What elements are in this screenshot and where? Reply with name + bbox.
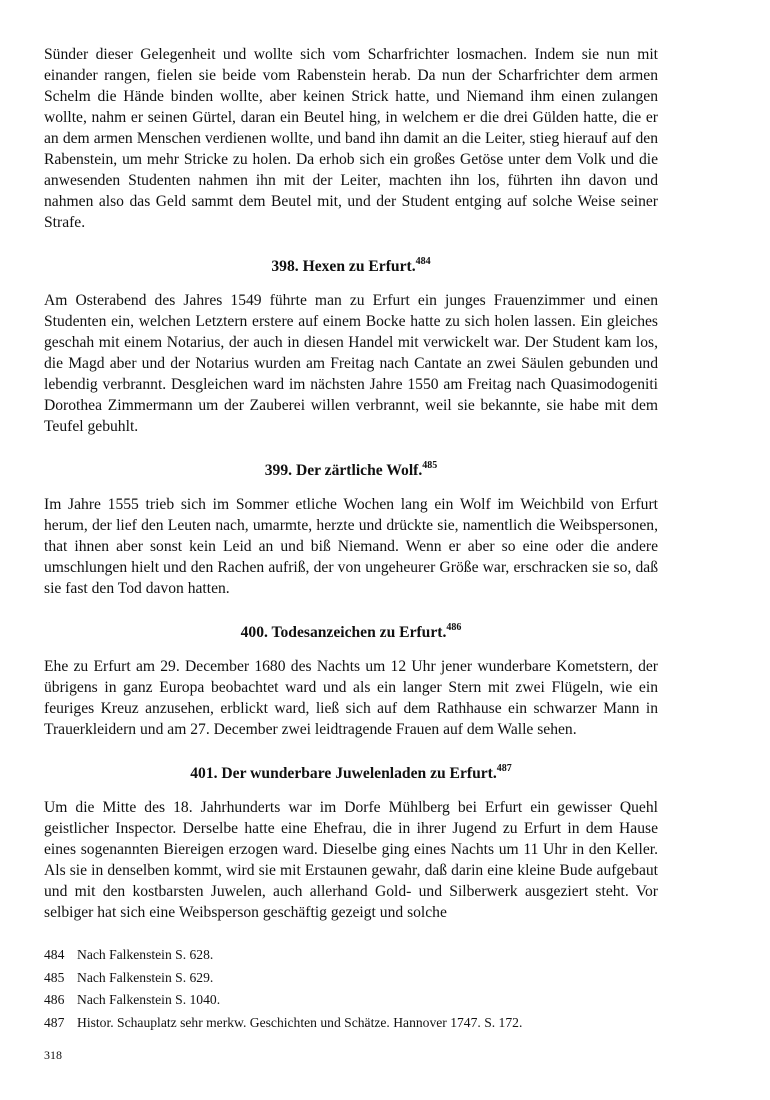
footnotes: [44, 944, 658, 1034]
section-text-400: Ehe zu Erfurt am 29. December 1680 des Nachts um 12 Uhr jener wunderbare Kometstern, der übrigens in ganz Europa beobachtet ward und als ein langer Stern mit zwei Flügeln, wie ein feuriges Kreuz anzusehen, erblickt ward, ließ sich auf dem Rathhause ein schwarzer Mann in Trauerkleidern und am 27. December zwei leidtragende Frauen auf dem Walle sehen.: [44, 658, 658, 738]
section-title: 400. Todesanzeichen zu Erfurt.: [240, 624, 447, 641]
section-heading-399: [44, 460, 658, 481]
footnote-number: 485: [44, 969, 65, 985]
page-number: 318: [44, 1048, 62, 1062]
footnote-ref-485[interactable]: 485: [422, 459, 438, 471]
page-body: [44, 44, 658, 923]
intro-paragraph: Sünder dieser Gelegenheit und wollte sich vom Scharfrichter losmachen. Indem sie nun mit einander rangen, fielen sie beide vom Rabenstein herab. Da nun der Scharfrichter dem armen Schelm die Hände binden wollte, aber keinen Strick hatte, und Niemand ihm einen zulangen wollte, nahm er seinen Gürtel, daran ein Beutel hing, in welchem er die drei Gülden hatte, die er an dem armen Menschen verdienen wollte, und band ihn damit an die Leiter, stieg hierauf auf den Rabenstein, um mehr Stricke zu holen. Da erhob sich ein großes Getöse unter dem Volk und die anwesenden Studenten nahmen ihn mit der Leiter, machten ihn los, führten ihn davon und nahmen also das Geld sammt dem Beutel mit, und der Student entging auf solche Weise seiner Strafe.: [44, 46, 658, 231]
footnote-ref-484[interactable]: 484: [415, 255, 431, 267]
footnote: [44, 1012, 658, 1035]
footnote-text: Nach Falkenstein S. 628.: [77, 947, 214, 962]
footnote: [44, 944, 658, 967]
footnote-ref-487[interactable]: 487: [496, 762, 512, 774]
section-text-399: Im Jahre 1555 trieb sich im Sommer etliche Wochen lang ein Wolf im Weichbild von Erfurt herum, der lief den Leuten nach, umarmte, herzte und drückte sie, namentlich die Weibspersonen, that ihnen aber sonst kein Leid an und biß Niemand. Wenn er aber so eine oder die andere umschlungen hielt und den Rachen aufriß, der von ungeheurer Größe war, erschracken sie so, daß sie fast den Tod davon hatten.: [44, 496, 658, 597]
footnote-text: Nach Falkenstein S. 629.: [77, 969, 214, 985]
section-text-398: Am Osterabend des Jahres 1549 führte man zu Erfurt ein junges Frauenzimmer und einen Studenten ein, welchen Letztern erstere auf einem Bocke hatte zu sich holen lassen. Ein gleiches geschah mit einem Notarius, der auch in diesen Handel mit verwickelt war. Der Student kam los, die Magd aber und der Notarius wurden am Freitag nach Cantate an zwei Säulen gebunden und lebendig verbrannt. Desgleichen ward im nächsten Jahre 1550 am Freitag nach Quasimodogeniti Dorothea Zimmermann um der Zauberei willen verbrannt, weil sie bekannte, sie habe mit dem Teufel gebuhlt.: [44, 292, 658, 435]
footnote-number: 484: [44, 947, 65, 962]
footnote-number: 487: [44, 1014, 65, 1030]
section-heading-400: [44, 622, 658, 643]
footnote-ref-486[interactable]: 486: [446, 621, 462, 633]
section-text-401: Um die Mitte des 18. Jahrhunderts war im Dorfe Mühlberg bei Erfurt ein gewisser Quehl geistlicher Inspector. Derselbe hatte eine Ehefrau, die in ihrer Jugend zu Erfurt in dem Hause eines sogenannten Biereigen erzogen ward. Dieselbe ging eines Nachts um 11 Uhr in den Keller. Als sie in denselben kommt, wird sie mit Erstaunen gewahr, daß darin eine kleine Bude aufgebaut und mit den kostbarsten Juwelen, auch allerhand Gold- und Silberwerk ausgeziert steht. Vor selbiger hat sich eine Weibsperson geschäftig gezeigt und solche: [44, 799, 658, 921]
section-title: 398. Hexen zu Erfurt.: [271, 258, 416, 275]
footnote-text: Nach Falkenstein S. 1040.: [77, 992, 221, 1008]
footnote-text: Histor. Schauplatz sehr merkw. Geschichten und Schätze. Hannover 1747. S. 172.: [77, 1014, 523, 1030]
footnote: [44, 989, 658, 1012]
footnote-number: 486: [44, 992, 65, 1008]
section-title: 399. Der zärtliche Wolf.: [264, 462, 423, 479]
section-title: 401. Der wunderbare Juwelenladen zu Erfurt.: [190, 765, 497, 782]
section-heading-401: [44, 763, 658, 784]
section-heading-398: [44, 256, 658, 277]
footnote: [44, 967, 658, 990]
